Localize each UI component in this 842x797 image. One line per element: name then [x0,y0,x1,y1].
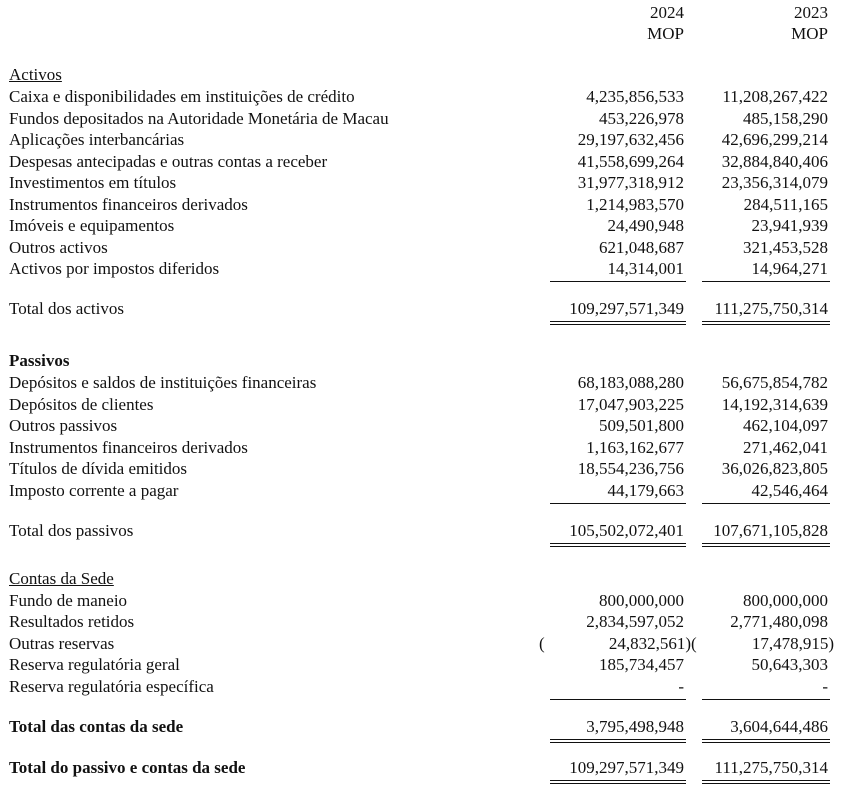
row-value-2024: 109,297,571,349 [569,299,684,318]
row-value-2024: 29,197,632,456 [577,130,684,149]
header-currency-2023: MOP [791,24,828,43]
row-value-2023: 11,208,267,422 [722,87,828,106]
row-label: Despesas antecipadas e outras contas a receber [9,151,328,171]
row-label: Outros passivos [9,416,118,435]
row-value-2023: 50,643,303 [751,655,828,674]
header-currency-2024: MOP [647,24,684,43]
row-value-2024: 4,235,856,533 [586,87,684,106]
row-value-2023: 107,671,105,828 [713,521,828,540]
row-label: Investimentos em títulos [9,173,177,192]
row-value-2023: 800,000,000 [743,590,828,610]
row-value-2023: 23,941,939 [751,216,828,235]
row-value-2023: 271,462,041 [743,437,828,457]
open-paren-2024: ( [539,633,545,653]
row-value-2024: 109,297,571,349 [569,758,684,777]
subtotal-rule-2023 [702,699,830,700]
row-value-2023: 23,356,314,079 [721,173,828,192]
assets-heading-line [0,64,842,86]
assets-total-row [0,298,842,320]
open-paren-2023: ( [691,633,697,653]
table-row [0,437,842,459]
row-value-2023: 111,275,750,314 [714,299,828,318]
row-value-2024: 2,834,597,052 [586,612,684,631]
row-value-2023: 32,884,840,406 [721,151,828,171]
liabilities-total-row [0,520,842,542]
row-value-2024: 17,047,903,225 [577,394,684,414]
subtotal-rule-2023 [702,503,830,504]
row-value-2024: 453,226,978 [599,108,684,128]
total-double-rule-2024 [550,321,686,325]
row-label: Depósitos e saldos de instituições financeiras [9,373,317,392]
total-double-rule-2023 [702,543,830,547]
row-label: Total do passivo e contas da sede [9,758,246,777]
subtotal-rule-2024 [550,503,686,504]
row-label: Outras reservas [9,633,115,653]
row-value-2023: 42,546,464 [751,480,828,500]
row-label: Reserva regulatória geral [9,655,180,674]
row-value-2023: 3,604,644,486 [730,717,828,736]
subtotal-rule-2024 [550,699,686,700]
row-value-2024: 41,558,699,264 [577,151,684,171]
row-value-2024: 1,163,162,677 [586,437,684,457]
row-value-2023: 485,158,290 [743,108,828,128]
table-row [0,172,842,194]
table-row [0,676,842,698]
table-row [0,590,842,612]
row-value-2024: 24,490,948 [607,216,684,235]
assets-heading: Activos [9,65,62,84]
row-label: Outros activos [9,237,108,257]
row-value-2024: 185,734,457 [599,655,684,674]
row-label: Caixa e disponibilidades em instituições de crédito [9,87,355,106]
row-label: Resultados retidos [9,612,135,631]
row-value-2023: 14,192,314,639 [721,394,828,414]
grand-total-double-rule-2023 [702,780,830,784]
table-row [0,458,842,480]
row-label: Depósitos de clientes [9,394,154,414]
row-value-2023: 36,026,823,805 [721,459,828,478]
table-row [0,611,842,633]
row-value-2024: 68,183,088,280 [577,373,684,392]
row-label: Activos por impostos diferidos [9,259,220,278]
grand-total-double-rule-2024 [550,780,686,784]
row-label: Aplicações interbancárias [9,130,185,149]
row-label: Total dos passivos [9,521,134,540]
subtotal-rule-2024 [550,281,686,282]
row-value-2023: 111,275,750,314 [714,758,828,777]
table-row [0,108,842,130]
total-double-rule-2023 [702,321,830,325]
grand-total-row [0,757,842,779]
head-office-heading: Contas da Sede [9,569,114,588]
header-year-2023: 2023 [794,3,828,22]
liabilities-heading-line [0,350,842,372]
table-row [0,129,842,151]
table-row [0,480,842,502]
table-row [0,215,842,237]
row-value-2023: 2,771,480,098 [730,612,828,631]
row-value-2024: 621,048,687 [599,237,684,257]
row-value-2023: 14,964,271 [751,259,828,278]
row-label: Fundo de maneio [9,590,128,610]
row-value-2024: 1,214,983,570 [586,194,684,214]
table-row [0,151,842,173]
row-value-2023: 284,511,165 [743,194,828,214]
header-year-2024: 2024 [650,3,684,22]
row-value-2024: 44,179,663 [607,480,684,500]
table-row [0,194,842,216]
row-value-2024: 24,832,561) [608,633,691,653]
row-value-2024: 14,314,001 [607,259,684,278]
row-value-2024: 18,554,236,756 [577,459,684,478]
row-label: Total das contas da sede [9,717,184,736]
table-row [0,372,842,394]
table-row [0,394,842,416]
row-label: Fundos depositados na Autoridade Monetária de Macau [9,108,389,128]
table-row [0,415,842,437]
row-label: Imóveis e equipamentos [9,216,175,235]
liabilities-heading: Passivos [9,351,70,370]
row-value-2023: 56,675,854,782 [721,373,828,392]
row-label: Imposto corrente a pagar [9,480,179,500]
table-row [0,633,842,655]
row-value-2024: 31,977,318,912 [577,173,684,192]
total-double-rule-2024 [550,543,686,547]
head-office-total-row [0,716,842,738]
row-label: Instrumentos financeiros derivados [9,194,248,214]
table-row [0,86,842,108]
total-double-rule-2023 [702,739,830,743]
row-label: Títulos de dívida emitidos [9,459,188,478]
row-value-2023: 17,478,915) [751,633,834,653]
row-value-2023: 42,696,299,214 [721,130,828,149]
row-value-2024: 3,795,498,948 [586,717,684,736]
row-value-2024: 509,501,800 [599,416,684,435]
subtotal-rule-2023 [702,281,830,282]
row-value-2023: 462,104,097 [743,416,828,435]
table-row [0,237,842,259]
row-label: Total dos activos [9,299,124,318]
total-double-rule-2024 [550,739,686,743]
row-value-2024: 105,502,072,401 [569,521,684,540]
table-row [0,258,842,280]
row-value-2023: 321,453,528 [743,237,828,257]
table-row [0,654,842,676]
row-label: Instrumentos financeiros derivados [9,437,248,457]
row-value-2024: 800,000,000 [599,590,684,610]
row-label: Reserva regulatória específica [9,676,214,696]
head-office-heading-line [0,568,842,590]
row-value-2023: - [822,676,828,696]
row-value-2024: - [678,676,684,696]
